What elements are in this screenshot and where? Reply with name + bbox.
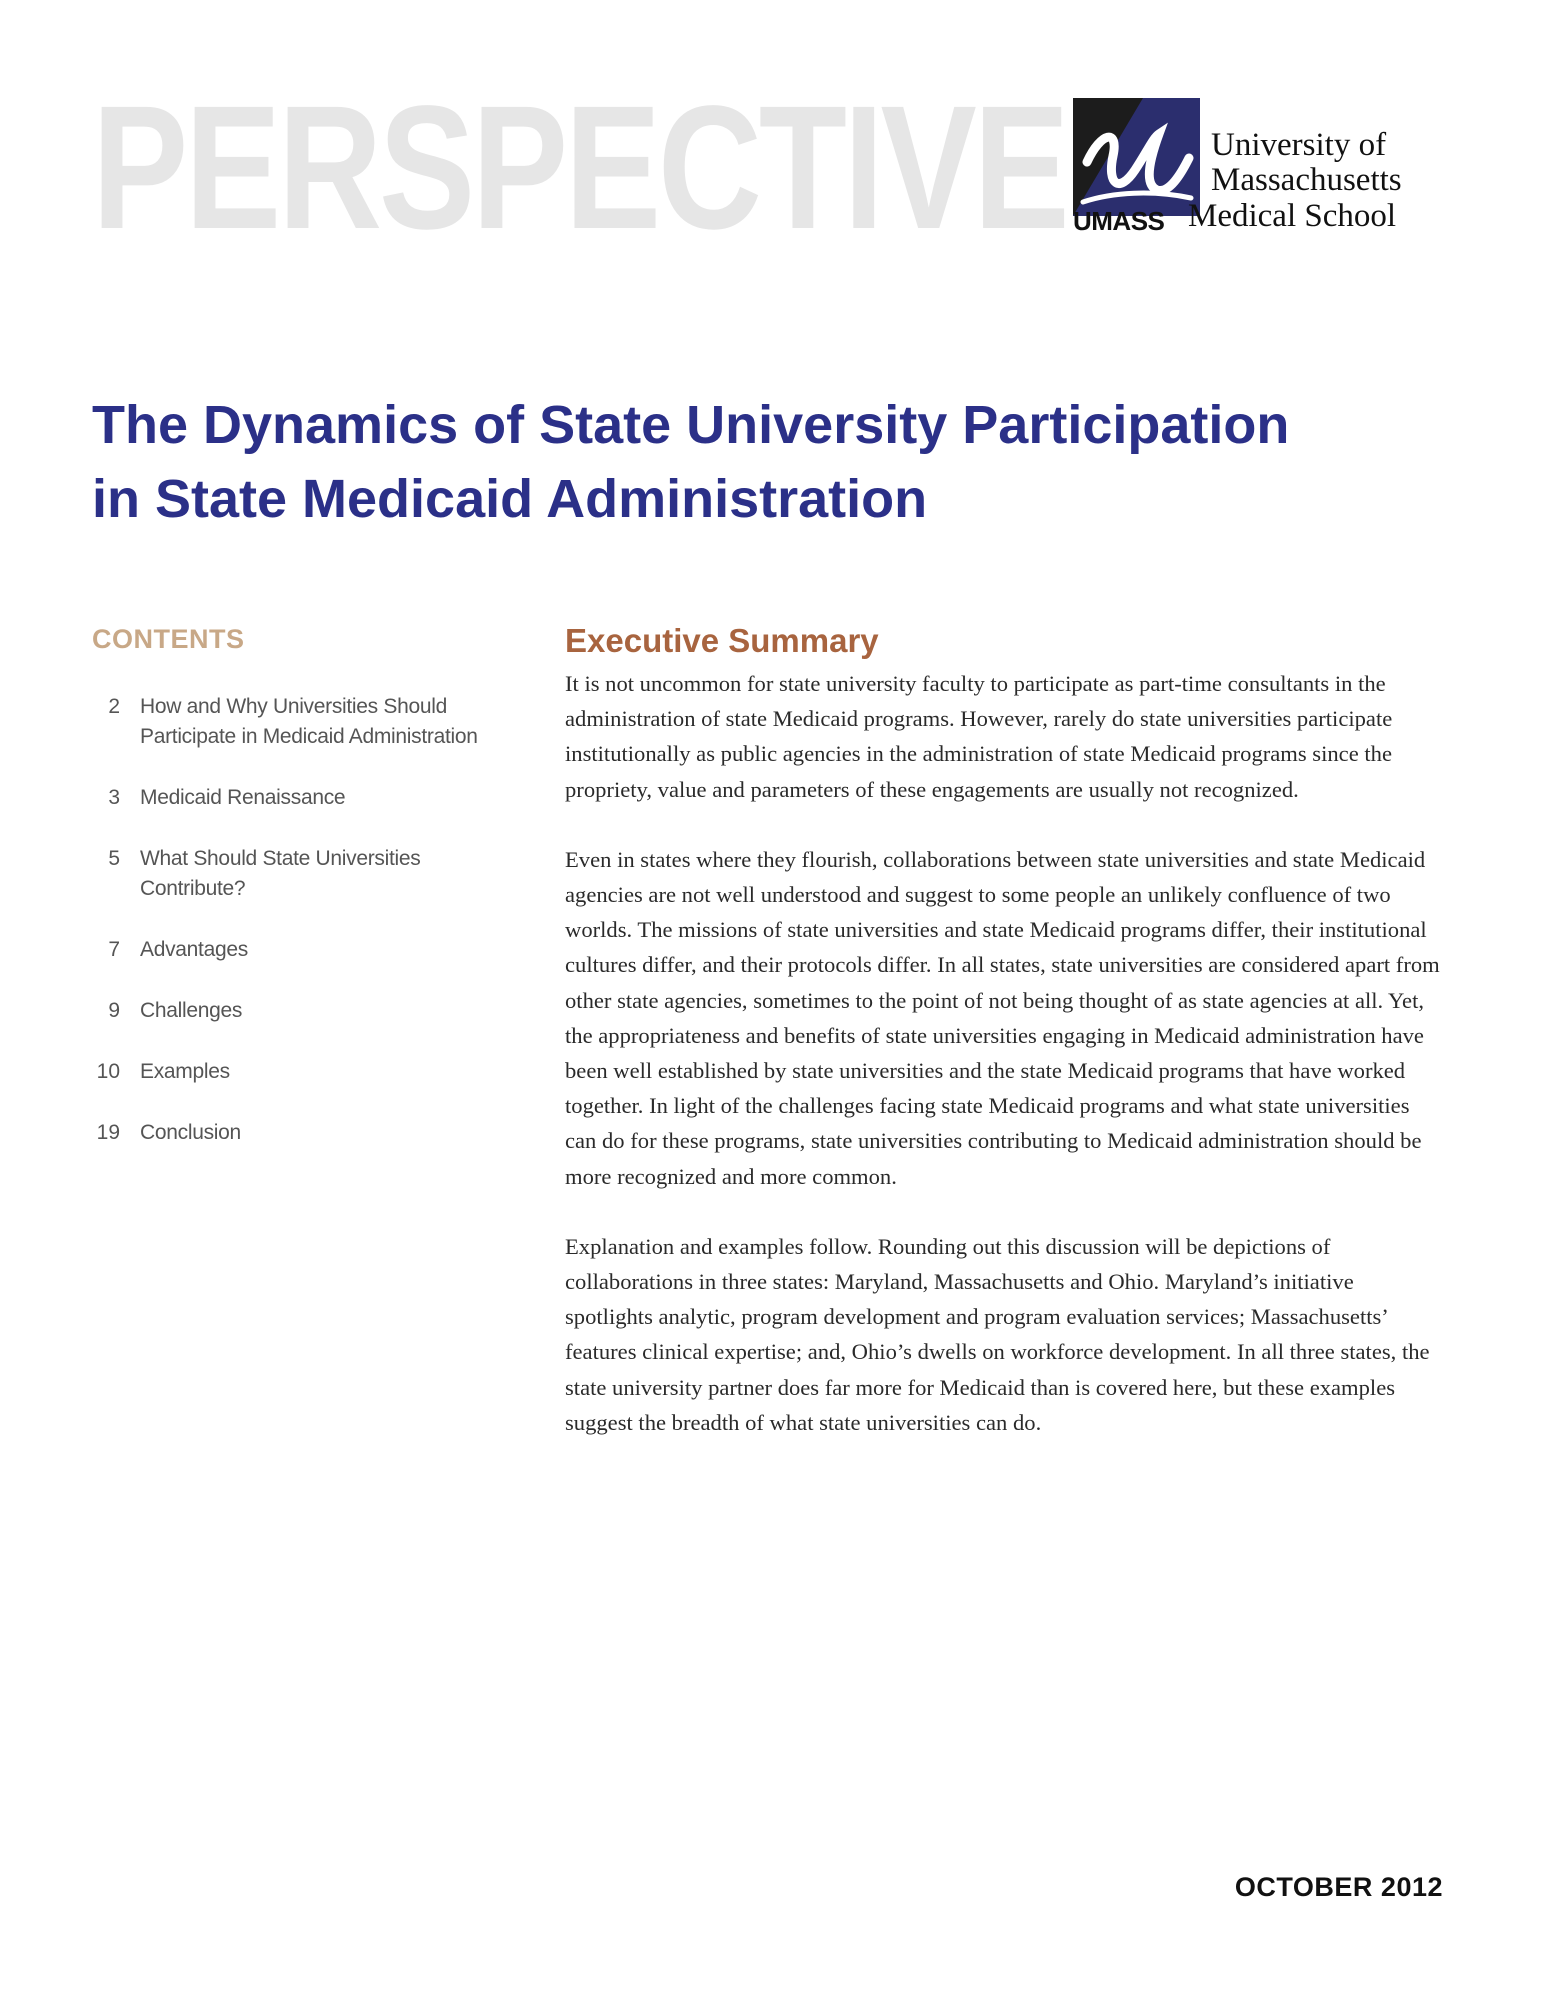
- toc-label-line: Participate in Medicaid Administration: [140, 725, 478, 748]
- title-line: The Dynamics of State University Participation: [92, 395, 1290, 455]
- executive-summary-heading: Executive Summary: [565, 622, 879, 659]
- toc-label: [140, 1057, 230, 1087]
- document-title: [92, 388, 1492, 536]
- toc-label-line: Medicaid Renaissance: [140, 786, 346, 809]
- logo-name-line: Massachusetts: [1211, 162, 1402, 198]
- table-of-contents: [92, 692, 522, 1179]
- logo-umass-wordmark: UMASS: [1073, 206, 1165, 236]
- toc-label: [140, 844, 420, 904]
- toc-label-line: Contribute?: [140, 877, 246, 900]
- umass-medical-logo: [1073, 98, 1463, 238]
- toc-label-line: Challenges: [140, 999, 243, 1022]
- toc-item[interactable]: [92, 1057, 522, 1087]
- executive-summary-body: [565, 666, 1445, 1475]
- umass-logo-mark-icon: [1073, 98, 1200, 216]
- toc-item[interactable]: [92, 692, 522, 752]
- title-line: in State Medicaid Administration: [92, 469, 928, 529]
- toc-page-number: 7: [108, 938, 120, 961]
- toc-page-number: 2: [108, 695, 120, 718]
- toc-item[interactable]: [92, 783, 522, 813]
- toc-label-line: Conclusion: [140, 1121, 241, 1144]
- toc-label-line: Examples: [140, 1060, 230, 1083]
- toc-label-line: How and Why Universities Should: [140, 695, 448, 718]
- toc-page-number: 3: [108, 786, 120, 809]
- toc-label-line: What Should State Universities: [140, 847, 421, 870]
- toc-item[interactable]: [92, 996, 522, 1026]
- toc-label: [140, 935, 248, 965]
- logo-school-name: Medical School: [1188, 198, 1397, 234]
- toc-label-line: Advantages: [140, 938, 248, 961]
- perspective-watermark: PERSPECTIVE: [92, 70, 1067, 266]
- toc-label: [140, 1118, 241, 1148]
- toc-item[interactable]: [92, 935, 522, 965]
- logo-name-line: University of: [1211, 127, 1387, 163]
- toc-page-number: 9: [108, 999, 120, 1022]
- publication-date: OCTOBER 2012: [1234, 1872, 1443, 1902]
- toc-label: [140, 783, 345, 813]
- toc-label: [140, 996, 242, 1026]
- toc-page-number: 10: [96, 1060, 120, 1083]
- summary-paragraph: It is not uncommon for state university faculty to participate as part-time consultants in the administration of state Medicaid programs. However, rarely do state universities participate institutionally as public agencies in the administration of state Medicaid programs since the propriety, value and parameters of these engagements are usually not recognized.: [565, 671, 1393, 802]
- toc-item[interactable]: [92, 844, 522, 904]
- logo-university-name: [1211, 128, 1402, 198]
- toc-page-number: 5: [108, 847, 120, 870]
- summary-paragraph: Explanation and examples follow. Rounding out this discussion will be depictions of collaborations in three states: Maryland, Massachusetts and Ohio. Maryland’s initiative spotlights analytic, program development and program evaluation services; Massachusetts’ features clinical expertise; and, Ohio’s dwells on workforce development. In all three states, the state university partner does far more for Medicaid than is covered here, but these examples suggest the breadth of what state universities can do.: [565, 1233, 1430, 1435]
- toc-item[interactable]: [92, 1118, 522, 1148]
- contents-heading: CONTENTS: [92, 624, 245, 654]
- summary-paragraph: Even in states where they flourish, collaborations between state universities and state Medicaid agencies are not well understood and suggest to some people an unlikely confluence of two worlds. The missions of state universities and state Medicaid programs differ, their institutional cultures differ, and their protocols differ. In all states, state universities are considered apart from other state agencies, sometimes to the point of not being thought of as state agencies at all. Yet, the appropriateness and benefits of state universities engaging in Medicaid administration have been well established by state universities and the state Medicaid programs that have worked together. In light of the challenges facing state Medicaid programs and what state universities can do for these programs, state universities contributing to Medicaid administration should be more recognized and more common.: [565, 846, 1440, 1189]
- toc-label: [140, 692, 478, 752]
- toc-page-number: 19: [96, 1121, 120, 1144]
